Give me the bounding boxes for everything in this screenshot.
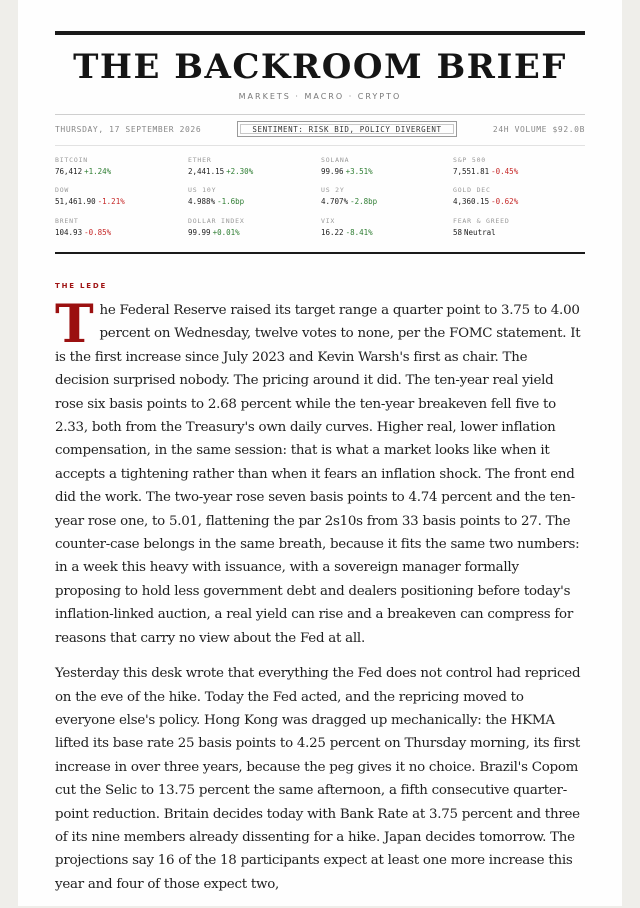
ticker-fear-greed — [453, 216, 583, 240]
ticker-value: 58 — [453, 228, 463, 237]
ticker-value: 99.96 — [321, 167, 344, 176]
ticker-change: -8.41% — [345, 228, 373, 237]
ticker-label: SOLANA — [321, 156, 350, 164]
issue-date: THURSDAY, 17 SEPTEMBER 2026 — [55, 125, 202, 134]
ticker-dow — [55, 185, 185, 209]
ticker-change: +3.51% — [345, 167, 373, 176]
ticker-value: 76,412 — [55, 167, 83, 176]
sentiment-text: SENTIMENT: RISK BID, POLICY DIVERGENT — [240, 124, 454, 134]
masthead-top-rule — [55, 31, 585, 35]
ticker-change: -1.21% — [97, 197, 125, 206]
ticker-change: -1.6bp — [217, 197, 245, 206]
ticker-ether — [188, 155, 318, 179]
article-body — [55, 294, 585, 908]
ticker-label: VIX — [321, 217, 336, 225]
newsletter-page — [18, 0, 622, 906]
ticker-change: -0.62% — [491, 197, 519, 206]
ticker-dollar-index — [188, 216, 318, 240]
ticker-vix — [321, 216, 451, 240]
ticker-label: GOLD DEC — [453, 186, 491, 194]
article-paragraph: Yesterday this desk wrote that everything the Fed does not control had repriced on the eve of the hike. Today the Fed acted, and the repricing moved to everyone else's policy. Hong Kong was dragged up mechanically: the HKMA lifted its base rate 25 basis points to 4.25 percent on Thursday morning, its first increase in over three years, because the peg gives it no choice. Brazil's Copom cut the Selic to 13.75 percent the same afternoon, a fifth consecutive quarter-point reduction. Britain decides today with Bank Rate at 3.75 percent and three of its nine members already dissenting for a hike. Japan decides tomorrow. The projections say 16 of the 18 participants expect at least one more increase this year and four of those expect two, — [55, 666, 581, 892]
ticker-bottom-rule — [55, 252, 585, 254]
ticker-change: +2.30% — [226, 167, 254, 176]
ticker-change: +1.24% — [84, 167, 112, 176]
ticker-label: BITCOIN — [55, 156, 88, 164]
divider — [55, 145, 585, 146]
masthead-tagline: MARKETS · MACRO · CRYPTO — [238, 92, 402, 101]
ticker-change: Neutral — [464, 228, 496, 237]
ticker-value: 104.93 — [55, 228, 83, 237]
ticker-bitcoin — [55, 155, 185, 179]
drop-cap: T — [55, 294, 94, 355]
ticker-value: 2,441.15 — [188, 167, 225, 176]
ticker-brent — [55, 216, 185, 240]
section-kicker: THE LEDE — [55, 282, 108, 290]
ticker-us2y — [321, 185, 451, 209]
ticker-label: DOLLAR INDEX — [188, 217, 245, 225]
ticker-label: S&P 500 — [453, 156, 486, 164]
ticker-change: +0.01% — [212, 228, 240, 237]
masthead-title: THE BACKROOM BRIEF — [73, 47, 567, 87]
divider — [55, 114, 585, 115]
ticker-us10y — [188, 185, 318, 209]
ticker-label: DOW — [55, 186, 70, 194]
article-paragraph — [55, 294, 585, 650]
ticker-label: US 10Y — [188, 186, 217, 194]
ticker-value: 51,461.90 — [55, 197, 96, 206]
ticker-change: -2.8bp — [350, 197, 378, 206]
ticker-value: 16.22 — [321, 228, 344, 237]
ticker-change: -0.45% — [491, 167, 519, 176]
dateline — [55, 121, 585, 139]
ticker-value: 7,551.81 — [453, 167, 490, 176]
ticker-solana — [321, 155, 451, 179]
ticker-value: 4.707% — [321, 197, 349, 206]
ticker-label: US 2Y — [321, 186, 345, 194]
sentiment-badge — [237, 121, 457, 137]
ticker-label: ETHER — [188, 156, 212, 164]
ticker-value: 4,360.15 — [453, 197, 490, 206]
ticker-value: 99.99 — [188, 228, 211, 237]
ticker-value: 4.988% — [188, 197, 216, 206]
ticker-change: -0.85% — [84, 228, 112, 237]
paragraph-text: he Federal Reserve raised its target range a quarter point to 3.75 to 4.00 percent on Wednesday, twelve votes to none, per the FOMC statement. It is the first increase since July 2023 and Kevin Warsh's first as chair. The decision surprised nobody. The pricing around it did. The ten-year real yield rose six basis points to 2.68 percent while the ten-year breakeven fell five to 2.33, both from the Treasury's own daily curves. Higher real, lower inflation compensation, in the same session: that is what a market looks like when it accepts a tightening rather than when it fears an inflation shock. The front end did the work. The two-year rose seven basis points to 4.74 percent and the ten-year rose one, to 5.01, flattening the par 2s10s from 33 basis points to 27. The counter-case belongs in the same breath, because it fits the same two numbers: in a week this heavy with issuance, with a sovereign manager formally proposing to hold less government debt and dealers positioning before today's inflation-linked auction, a real yield can rise and a breakeven can compress for reasons that carry no view about the Fed at all. — [55, 303, 581, 646]
ticker-label: FEAR & GREED — [453, 217, 510, 225]
ticker-label: BRENT — [55, 217, 79, 225]
ticker-sp500 — [453, 155, 583, 179]
ticker-gold — [453, 185, 583, 209]
volume-readout: 24H VOLUME $92.0B — [492, 125, 585, 134]
